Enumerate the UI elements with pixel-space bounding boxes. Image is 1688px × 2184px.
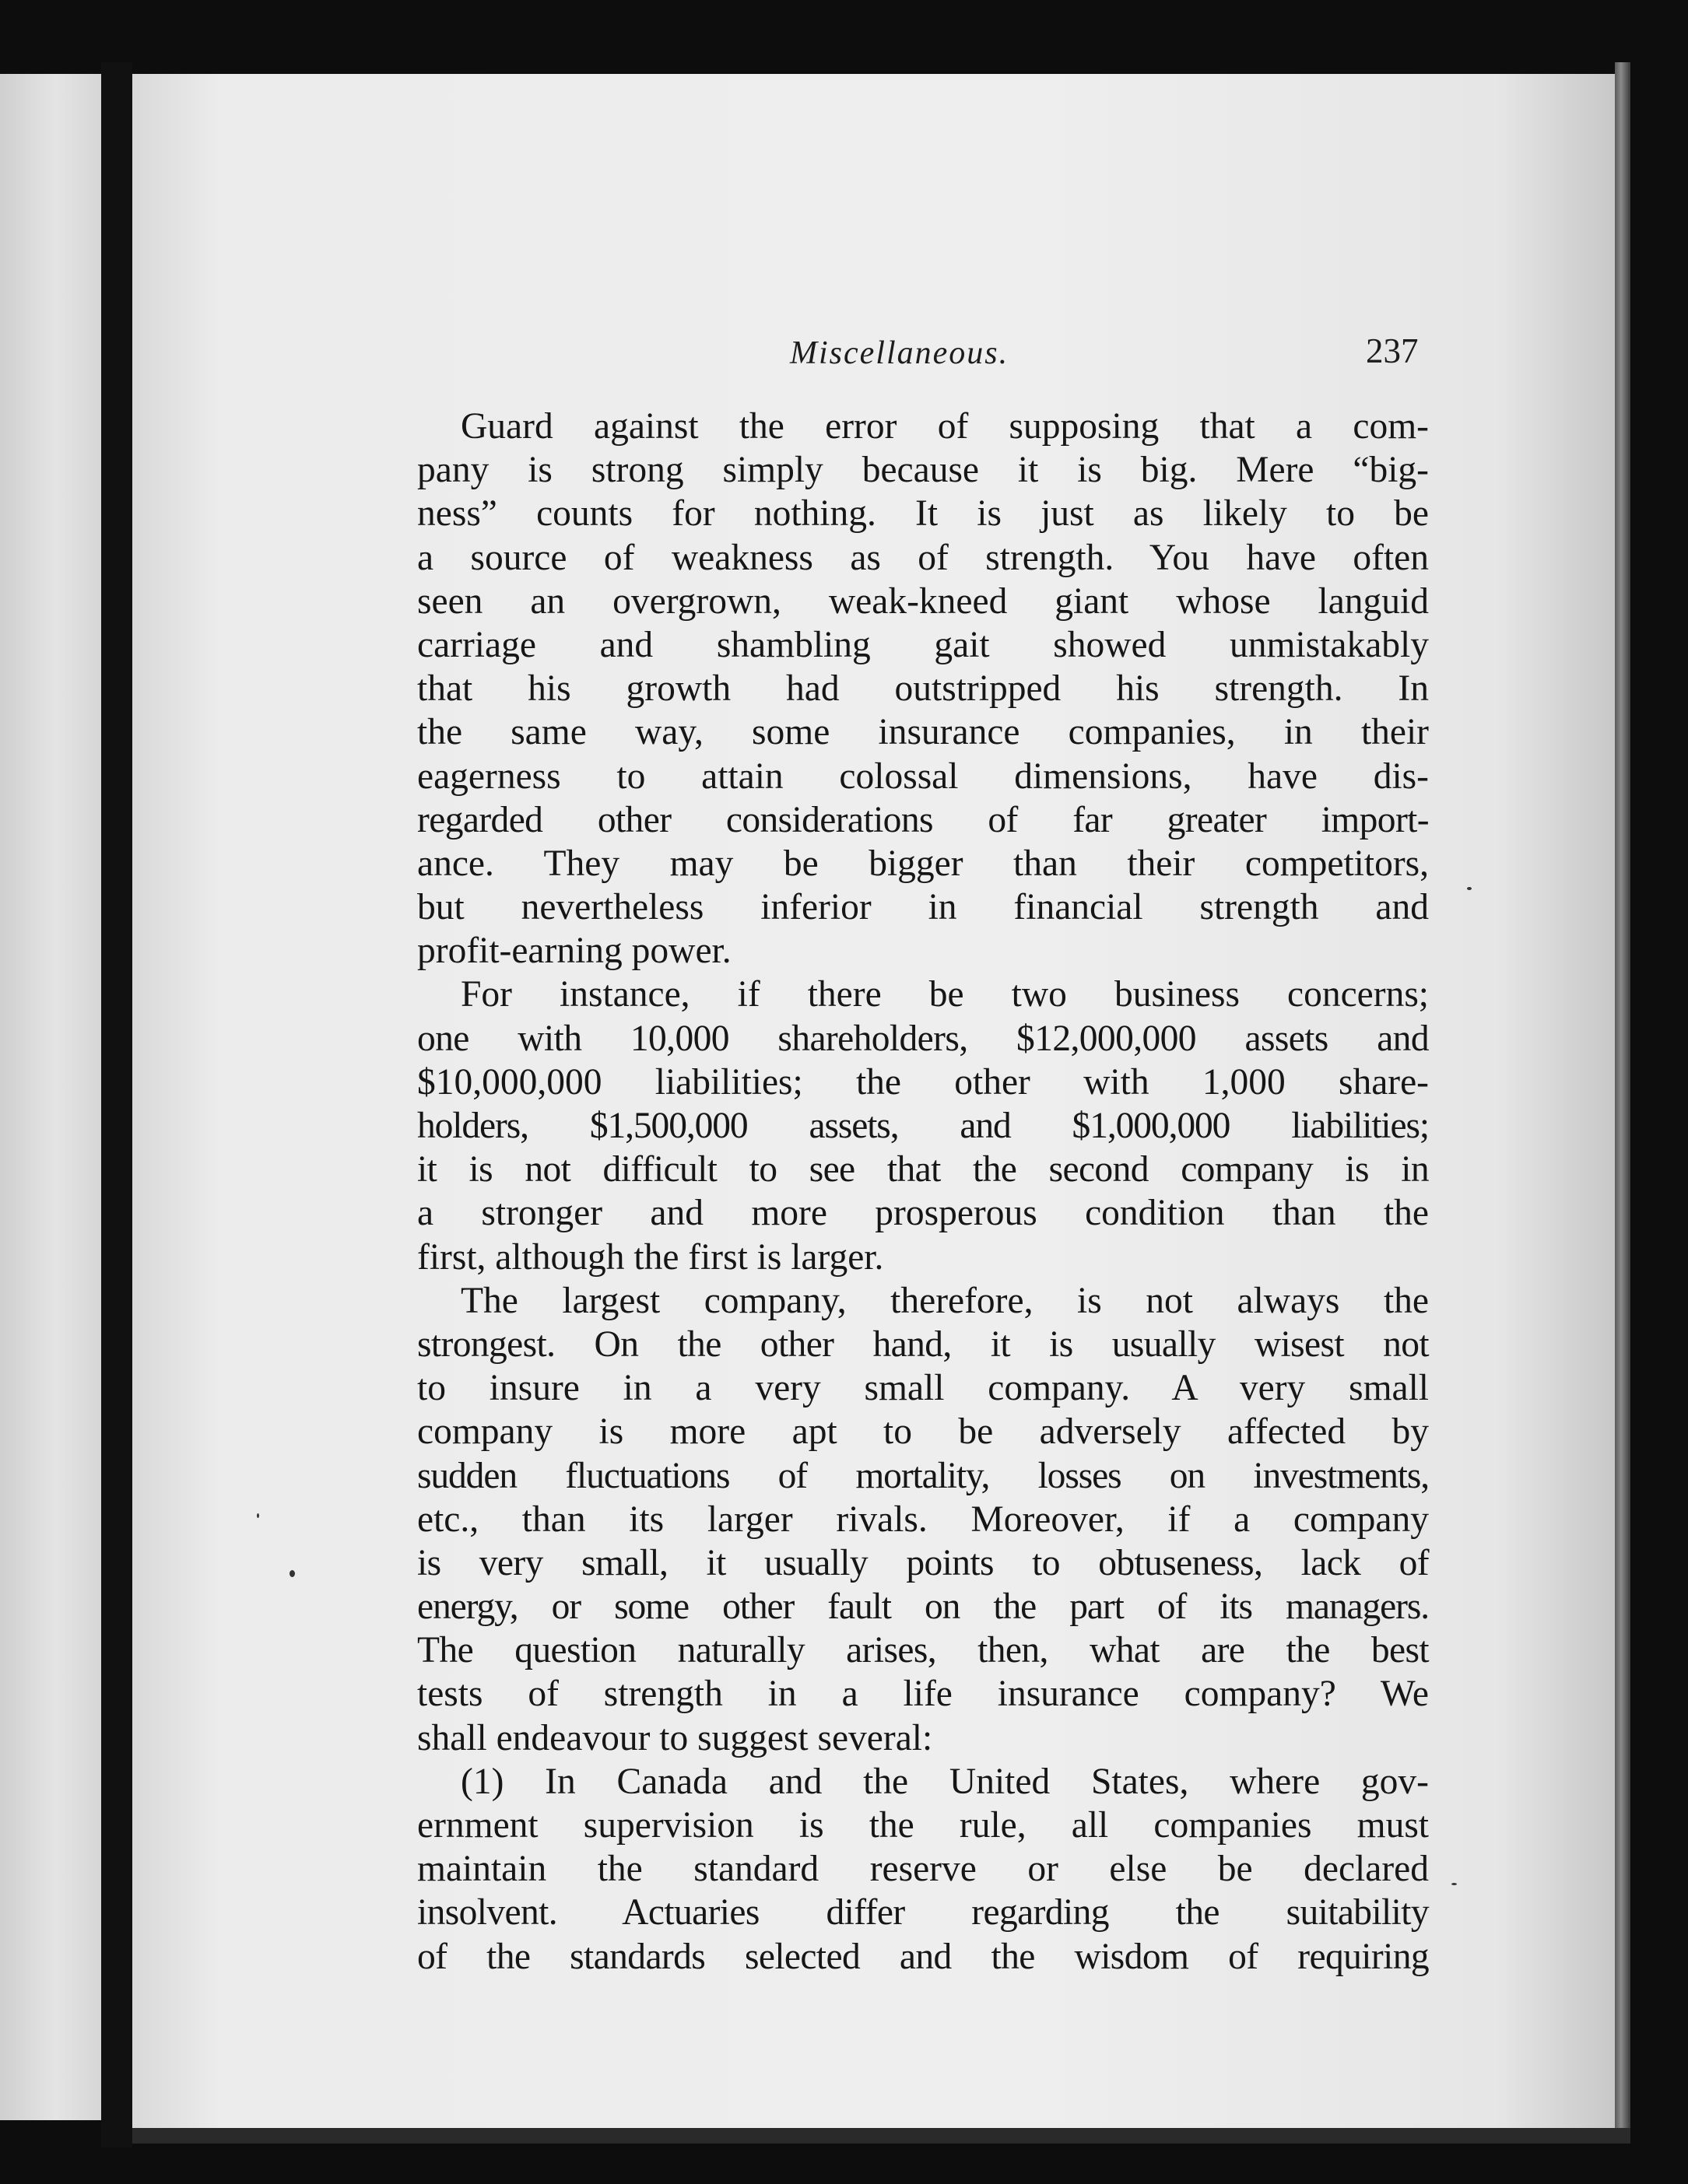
text-line: regarded other considerations of far greater import-: [417, 799, 1429, 840]
body-text: [417, 405, 1429, 1979]
text-line: a source of weakness as of strength. You have often: [417, 537, 1429, 578]
page-bottom-edge: [132, 2128, 1630, 2144]
text-line: pany is strong simply because it is big. Mere “big-: [417, 450, 1429, 491]
text-line: The question naturally arises, then, what are the best: [417, 1630, 1429, 1671]
text-line: energy, or some other fault on the part of its managers.: [417, 1586, 1429, 1628]
scan-speck: [290, 1570, 295, 1577]
text-line: ance. They may be bigger than their competitors,: [417, 843, 1429, 884]
text-line: strongest. On the other hand, it is usually wisest not: [417, 1323, 1429, 1365]
facing-page-edge: [0, 74, 101, 2120]
text-line: one with 10,000 shareholders, $12,000,000 assets and: [417, 1018, 1429, 1059]
text-line: (1) In Canada and the United States, where gov-: [461, 1761, 1429, 1802]
page-number: 237: [1366, 331, 1419, 370]
running-head: Miscellaneous.: [790, 335, 1009, 371]
text-line: eagerness to attain colossal dimensions, have dis-: [417, 755, 1429, 797]
text-line: tests of strength in a life insurance company? We: [417, 1674, 1429, 1715]
scan-speck: [257, 1513, 259, 1518]
scan-speck: [1467, 887, 1472, 890]
text-line: For instance, if there be two business concerns;: [461, 974, 1429, 1015]
page-right-edge: [1615, 62, 1630, 2140]
scan-speck: [1451, 1883, 1457, 1885]
text-line: shall endeavour to suggest several:: [417, 1717, 933, 1758]
text-line: holders, $1,500,000 assets, and $1,000,000 liabilities;: [417, 1106, 1429, 1146]
text-line: the same way, some insurance companies, in their: [417, 712, 1429, 753]
text-line: but nevertheless inferior in financial strength and: [417, 887, 1429, 928]
book-gutter: [101, 62, 132, 2147]
text-line: of the standards selected and the wisdom of requiring: [417, 1936, 1429, 1977]
text-line: first, although the first is larger.: [417, 1236, 884, 1278]
text-line: sudden fluctuations of mortality, losses on investments,: [417, 1455, 1429, 1496]
text-line: maintain the standard reserve or else be declared: [417, 1849, 1429, 1890]
text-line: ernment supervision is the rule, all companies must: [417, 1805, 1429, 1846]
text-line: company is more apt to be adversely affected by: [417, 1411, 1429, 1453]
text-line: Guard against the error of supposing that a com-: [461, 406, 1429, 447]
text-line: The largest company, therefore, is not always the: [461, 1280, 1429, 1321]
text-line: a stronger and more prosperous condition than the: [417, 1193, 1429, 1234]
text-line: it is not difficult to see that the second company is in: [417, 1149, 1429, 1190]
text-line: seen an overgrown, weak-kneed giant whose languid: [417, 580, 1429, 622]
text-line: to insure in a very small company. A very small: [417, 1368, 1429, 1409]
text-line: that his growth had outstripped his strength. In: [417, 668, 1429, 710]
text-line: $10,000,000 liabilities; the other with 1,000 share-: [417, 1061, 1429, 1103]
text-line: carriage and shambling gait showed unmistakably: [417, 624, 1429, 665]
text-line: is very small, it usually points to obtuseness, lack of: [417, 1542, 1429, 1583]
text-line: insolvent. Actuaries differ regarding the suitability: [417, 1892, 1429, 1933]
text-line: ness” counts for nothing. It is just as likely to be: [417, 493, 1429, 535]
text-line: profit-earning power.: [417, 931, 732, 972]
text-line: etc., than its larger rivals. Moreover, if a company: [417, 1499, 1429, 1540]
